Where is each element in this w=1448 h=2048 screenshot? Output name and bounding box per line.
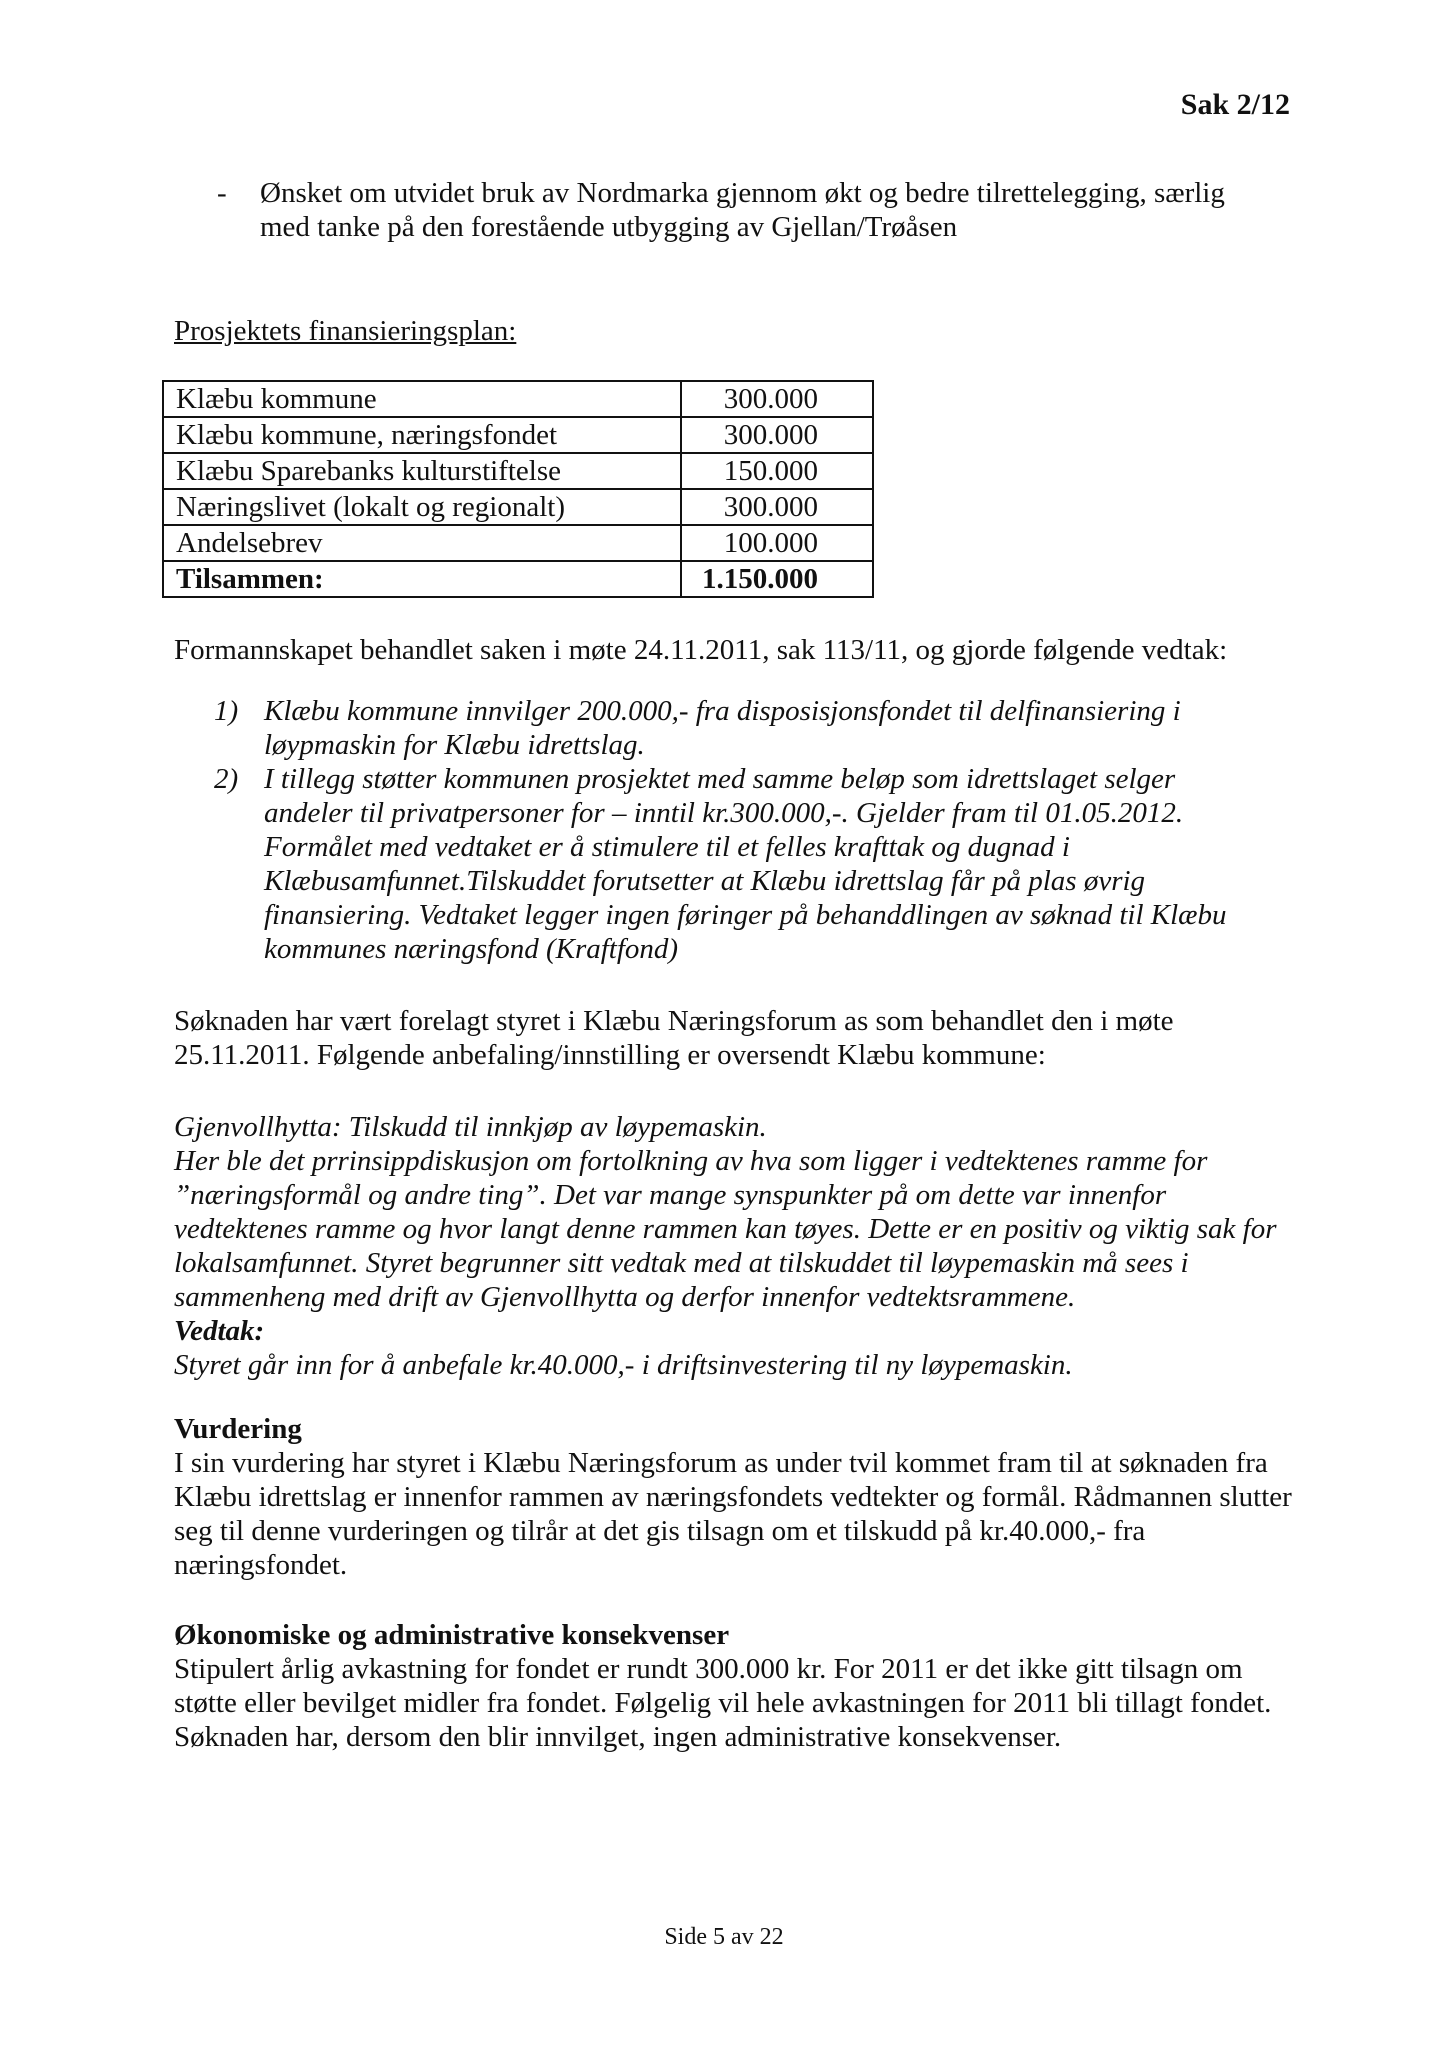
list-item: [174, 694, 1254, 762]
formannskap-paragraph: Formannskapet behandlet saken i møte 24.11.2011, sak 113/11, og gjorde følgende vedtak:: [174, 634, 1228, 666]
financing-plan-heading: Prosjektets finansieringsplan:: [174, 315, 517, 347]
case-number: Sak 2/12: [1180, 88, 1290, 121]
vedtak-text: Styret går inn for å anbefale kr.40.000,- i driftsinvestering til ny løypemaskin.: [174, 1349, 1073, 1381]
okonomi-paragraph: Stipulert årlig avkastning for fondet er rundt 300.000 kr. For 2011 er det ikke gitt tilsagn om støtte eller bevilget midler fra fondet. Følgelig vil hele avkastningen for 2011 bli tillagt fondet. Søknaden har, dersom den blir innvilget, ingen administrative konsekvenser.: [174, 1653, 1272, 1753]
intro-list-item: [173, 176, 1253, 244]
row-amount: 100.000: [681, 525, 873, 561]
board-recommendation: [174, 1110, 1284, 1382]
row-label: Klæbu kommune, næringsfondet: [163, 417, 681, 453]
intro-text: Ønsket om utvidet bruk av Nordmarka gjennom økt og bedre tilrettelegging, særlig med tanke på den forestående utbygging av Gjellan/Trøåsen: [260, 177, 1225, 243]
total-amount: 1.150.000: [681, 561, 873, 597]
row-amount: 300.000: [681, 417, 873, 453]
list-number: 2): [214, 763, 239, 795]
row-label: Klæbu Sparebanks kulturstiftelse: [163, 453, 681, 489]
row-label: Andelsebrev: [163, 525, 681, 561]
row-amount: 150.000: [681, 453, 873, 489]
recommendation-body: Her ble det prrinsippdiskusjon om fortolkning av hva som ligger i vedtektenes ramme for ”næringsformål og andre ting”. Det var mange synspunkter på om dette var innenfor vedtektenes ramme og hvor langt denne rammen kan tøyes. Dette er en positiv og viktig sak for lokalsamfunnet. Styret begrunner sitt vedtak med at tilskuddet til løypemaskin må sees i sammenheng med drift av Gjenvollhytta og derfor innenfor vedtektsrammene.: [174, 1145, 1277, 1313]
decision-list: [174, 694, 1254, 966]
decision-text: I tillegg støtter kommunen prosjektet med samme beløp som idrettslaget selger andeler til privatpersoner for – inntil kr.300.000,-. Gjelder fram til 01.05.2012. Formålet med vedtaket er å stimulere til et felles krafttak og dugnad i Klæbusamfunnet.Tilskuddet forutsetter at Klæbu idrettslag får på plas øvrig finansiering. Vedtaket legger ingen føringer på behanddlingen av søknad til Klæbu kommunes næringsfond (Kraftfond): [264, 763, 1227, 965]
table-row: [163, 381, 873, 417]
row-amount: 300.000: [681, 381, 873, 417]
list-number: 1): [214, 695, 239, 727]
decision-text: Klæbu kommune innvilger 200.000,- fra disposisjonsfondet til delfinansiering i løypmaskin for Klæbu idrettslag.: [264, 695, 1181, 761]
list-dash: -: [217, 177, 227, 209]
row-amount: 300.000: [681, 489, 873, 525]
page-footer: Side 5 av 22: [664, 1924, 784, 1950]
vedtak-label: Vedtak:: [174, 1315, 265, 1347]
row-label: Næringslivet (lokalt og regionalt): [163, 489, 681, 525]
okonomi-heading: Økonomiske og administrative konsekvenser: [174, 1619, 730, 1651]
table-row: [163, 489, 873, 525]
row-label: Klæbu kommune: [163, 381, 681, 417]
table-total-row: [163, 561, 873, 597]
list-item: [174, 762, 1254, 966]
table-row: [163, 453, 873, 489]
vurdering-paragraph: I sin vurdering har styret i Klæbu Næringsforum as under tvil kommet fram til at søknaden fra Klæbu idrettslag er innenfor rammen av næringsfondets vedtekter og formål. Rådmannen slutter seg til denne vurderingen og tilrår at det gis tilsagn om et tilskudd på kr.40.000,- fra næringsfondet.: [174, 1447, 1292, 1581]
table-row: [163, 525, 873, 561]
soknaden-paragraph: Søknaden har vært forelagt styret i Klæbu Næringsforum as som behandlet den i møte 25.11.2011. Følgende anbefaling/innstilling er oversendt Klæbu kommune:: [174, 1005, 1174, 1071]
total-label: Tilsammen:: [163, 561, 681, 597]
vurdering-heading: Vurdering: [174, 1413, 302, 1445]
financing-plan-table: [162, 380, 874, 598]
table-row: [163, 417, 873, 453]
recommendation-title: Gjenvollhytta: Tilskudd til innkjøp av løypemaskin.: [174, 1111, 767, 1143]
